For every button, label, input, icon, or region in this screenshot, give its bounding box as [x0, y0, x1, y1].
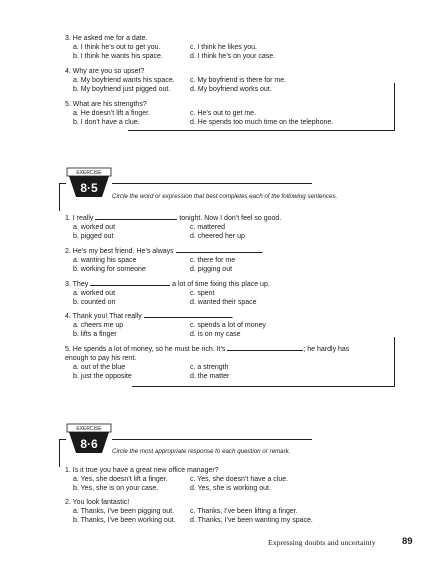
option-d: d. I think he’s on your case. — [190, 53, 276, 60]
ex85-question-1 — [65, 213, 395, 241]
exercise-rule-vertical — [59, 439, 60, 467]
option-c: c. spends a lot of money — [190, 322, 266, 329]
exercise-number: 8·6 — [80, 437, 98, 451]
question-text: 5. He spends a lot of money, so he must be rich. It’s — [65, 346, 226, 353]
exercise-instruction: Circle the word or expression that best completes each of the following sentences. — [112, 193, 338, 200]
section-rule-bottom — [132, 386, 395, 387]
exercise-rule-vertical — [59, 183, 60, 211]
footer-chapter-title: Expressing doubts and uncertainty — [268, 538, 376, 547]
section-rule-vertical — [394, 337, 395, 387]
option-b: b. I think he wants his space. — [73, 53, 163, 60]
exercise-rule-top — [112, 183, 312, 184]
option-a: a. wanting his space — [73, 257, 137, 264]
question-text: 4. Thank you! That really — [65, 313, 142, 320]
ex86-question-2 — [65, 498, 395, 525]
answer-blank — [176, 246, 262, 253]
question-text-continued: . — [261, 248, 264, 255]
exercise-label: EXERCISE — [76, 170, 102, 176]
option-b: b. pigged out — [73, 233, 114, 240]
option-c: c. a strength — [190, 364, 229, 371]
option-d: d. Yes, she is working out. — [190, 485, 271, 492]
question-5 — [65, 100, 395, 127]
exercise-instruction: Circle the most appropriate response to each question or remark. — [112, 448, 291, 455]
exercise-badge-8-5 — [66, 167, 112, 199]
question-text: 3. He asked me for a date. — [65, 35, 148, 42]
option-d: d. is on my case — [190, 331, 241, 338]
question-text-line2: enough to pay his rent. — [65, 355, 137, 362]
option-c: c. My boyfriend is there for me. — [190, 77, 287, 84]
option-d: d. the matter — [190, 373, 230, 380]
option-b: b. counted on — [73, 299, 116, 306]
section-rule-bottom — [128, 130, 395, 131]
option-a: a. I think he’s out to get you. — [73, 44, 161, 51]
question-4 — [65, 67, 395, 94]
option-b: b. My boyfriend just pigged out. — [73, 86, 171, 93]
answer-blank — [95, 213, 177, 220]
question-text-continued: a lot of time fixing this place up. — [172, 281, 270, 288]
option-c: c. Thanks, I’ve been lifting a finger. — [190, 508, 298, 515]
option-d: d. wanted their space — [190, 299, 257, 306]
exercise-label: EXERCISE — [76, 426, 102, 432]
question-text-continued: . — [231, 313, 234, 320]
option-d: d. Thanks, I’ve been wanting my space. — [190, 517, 313, 524]
answer-blank — [227, 344, 303, 351]
option-a: a. My boyfriend wants his space. — [73, 77, 175, 84]
section-rule-vertical — [394, 83, 395, 131]
option-c: c. He’s out to get me. — [190, 110, 257, 117]
option-c: c. mattered — [190, 224, 226, 231]
exercise-number: 8·5 — [80, 181, 98, 195]
option-b: b. working for someone — [73, 266, 146, 273]
option-a: a. Yes, she doesn’t lift a finger. — [73, 476, 168, 483]
ex86-question-1 — [65, 466, 395, 493]
option-a: a. Thanks, I’ve been pigging out. — [73, 508, 175, 515]
question-text: 2. He’s my best friend. He’s always — [65, 248, 174, 255]
question-text: 5. What are his strengths? — [65, 101, 147, 108]
ex85-question-4 — [65, 311, 395, 339]
question-text: 1. Is it true you have a great new office manager? — [65, 467, 219, 474]
question-text-continued: tonight. Now I don’t feel so good. — [179, 215, 282, 222]
option-a: a. out of the blue — [73, 364, 126, 371]
exercise-rule-stub — [59, 439, 66, 440]
option-d: d. cheered her up — [190, 233, 245, 240]
option-b: b. Yes, she is on your case. — [73, 485, 159, 492]
question-3 — [65, 34, 395, 61]
answer-blank — [90, 279, 170, 286]
option-d: d. pigging out — [190, 266, 233, 273]
question-text: 1. I really — [65, 215, 94, 222]
option-c: c. Yes, she doesn’t have a clue. — [190, 476, 289, 483]
page-number: 89 — [402, 536, 413, 547]
option-b: b. lifts a finger — [73, 331, 117, 338]
question-text: 3. They — [65, 281, 89, 288]
answer-blank — [144, 311, 232, 318]
option-d: d. My boyfriend works out. — [190, 86, 272, 93]
option-a: a. worked out — [73, 224, 116, 231]
option-c: c. I think he likes you. — [190, 44, 257, 51]
ex85-question-3 — [65, 279, 395, 307]
option-a: a. worked out — [73, 290, 116, 297]
exercise-badge-8-6 — [66, 423, 112, 455]
option-c: c. spent — [190, 290, 215, 297]
option-b: b. just the opposite — [73, 373, 132, 380]
option-a: a. He doesn’t lift a finger. — [73, 110, 151, 117]
option-b: b. Thanks, I’ve been working out. — [73, 517, 176, 524]
option-d: d. He spends too much time on the telephone. — [190, 119, 334, 126]
exercise-rule-top — [112, 439, 312, 440]
option-c: c. there for me — [190, 257, 236, 264]
ex85-question-2 — [65, 246, 395, 274]
question-text: 2. You look fantastic! — [65, 499, 130, 506]
question-text-continued: ; he hardly has — [303, 346, 350, 353]
option-b: b. I don’t have a clue. — [73, 119, 140, 126]
option-a: a. cheers me up — [73, 322, 124, 329]
question-text: 4. Why are you so upset? — [65, 68, 145, 75]
ex85-question-5 — [65, 344, 385, 381]
exercise-rule-stub — [59, 183, 66, 184]
